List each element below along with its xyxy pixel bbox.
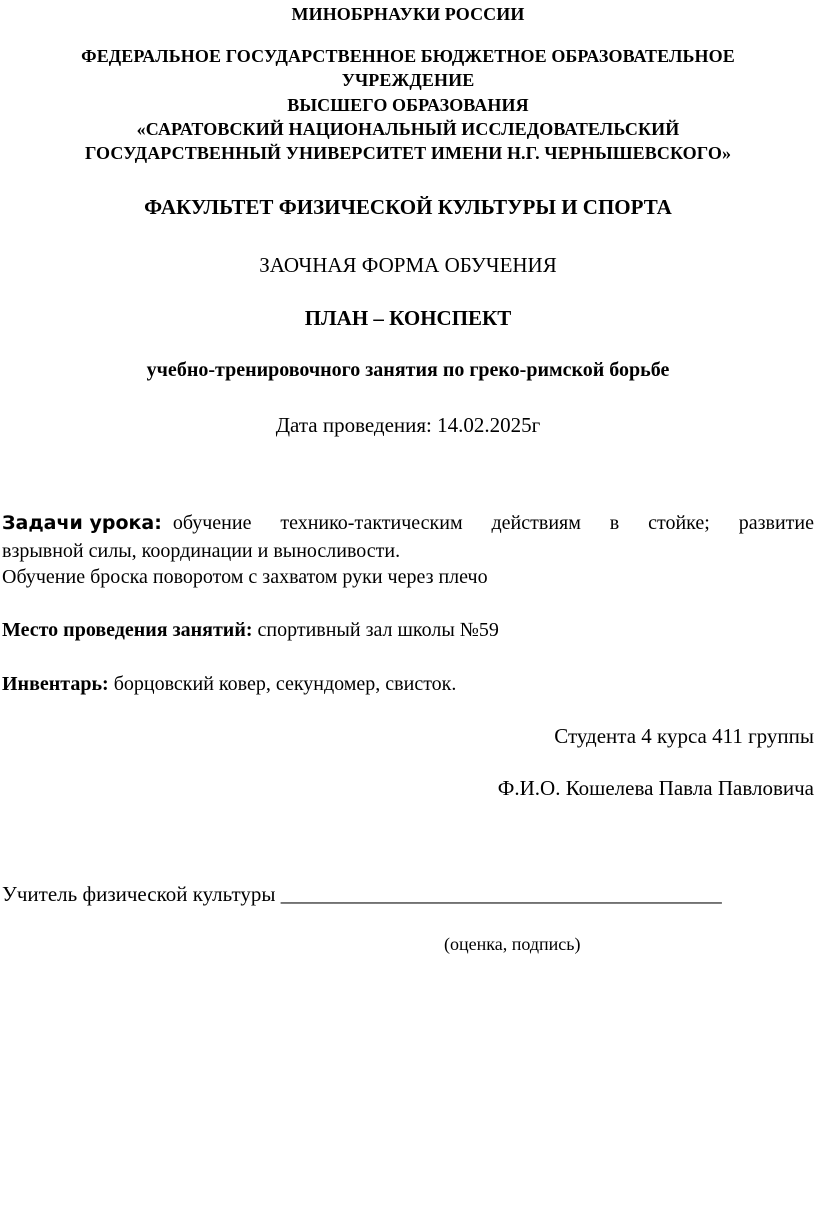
tasks-line-2: взрывной силы, координации и выносливости. [2,540,401,562]
page-title: ПЛАН – КОНСПЕКТ [304,306,512,330]
tasks-word: в [609,512,620,534]
tasks-label: Задачи урока: [2,512,162,534]
venue-label: Место проведения занятий: [2,619,253,641]
tasks-word: развитие [738,512,814,534]
page-subtitle: учебно-тренировочного занятия по греко-римской борьбе [146,359,670,381]
tasks-word: обучение [172,512,252,534]
institution-line-1: ФЕДЕРАЛЬНОЕ ГОСУДАРСТВЕННОЕ БЮДЖЕТНОЕ ОБРАЗОВАТЕЛЬНОЕ [81,46,735,66]
venue-value: спортивный зал школы №59 [252,619,499,641]
tasks-line-1 [2,512,814,535]
ministry-heading: МИНОБРНАУКИ РОССИИ [291,4,525,24]
teacher-label: Учитель физической культуры [2,882,281,906]
institution-line-3: ВЫСШЕГО ОБРАЗОВАНИЯ [287,95,529,115]
tasks-label-group [2,512,251,535]
equipment-line [2,673,814,696]
teacher-signature-line [2,882,814,907]
student-name: Ф.И.О. Кошелева Павла Павловича [497,776,814,800]
study-form: ЗАОЧНАЯ ФОРМА ОБУЧЕНИЯ [259,253,557,277]
institution-line-2: УЧРЕЖДЕНИЕ [341,70,475,90]
institution-line-5: ГОСУДАРСТВЕННЫЙ УНИВЕРСИТЕТ ИМЕНИ Н.Г. ЧЕРНЫШЕВСКОГО» [84,143,732,163]
equipment-label: Инвентарь: [2,673,109,695]
tasks-word: стойке; [648,512,710,534]
tasks-word: технико-тактическим [280,512,463,534]
equipment-value: борцовский ковер, секундомер, свисток. [108,673,457,695]
faculty-heading: ФАКУЛЬТЕТ ФИЗИЧЕСКОЙ КУЛЬТУРЫ И СПОРТА [144,195,672,219]
signature-note: (оценка, подпись) [444,934,581,954]
institution-line-4: «САРАТОВСКИЙ НАЦИОНАЛЬНЫЙ ИССЛЕДОВАТЕЛЬСКИЙ [136,119,680,139]
tasks-line-3: Обучение броска поворотом с захватом руки через плечо [2,566,488,588]
student-course-group: Студента 4 курса 411 группы [554,724,814,748]
venue-line [2,619,814,642]
tasks-justified-row [2,512,814,535]
lesson-date: Дата проведения: 14.02.2025г [275,413,541,437]
tasks-word: действиям [491,512,581,534]
signature-underline: __________________________________________ [280,882,722,906]
